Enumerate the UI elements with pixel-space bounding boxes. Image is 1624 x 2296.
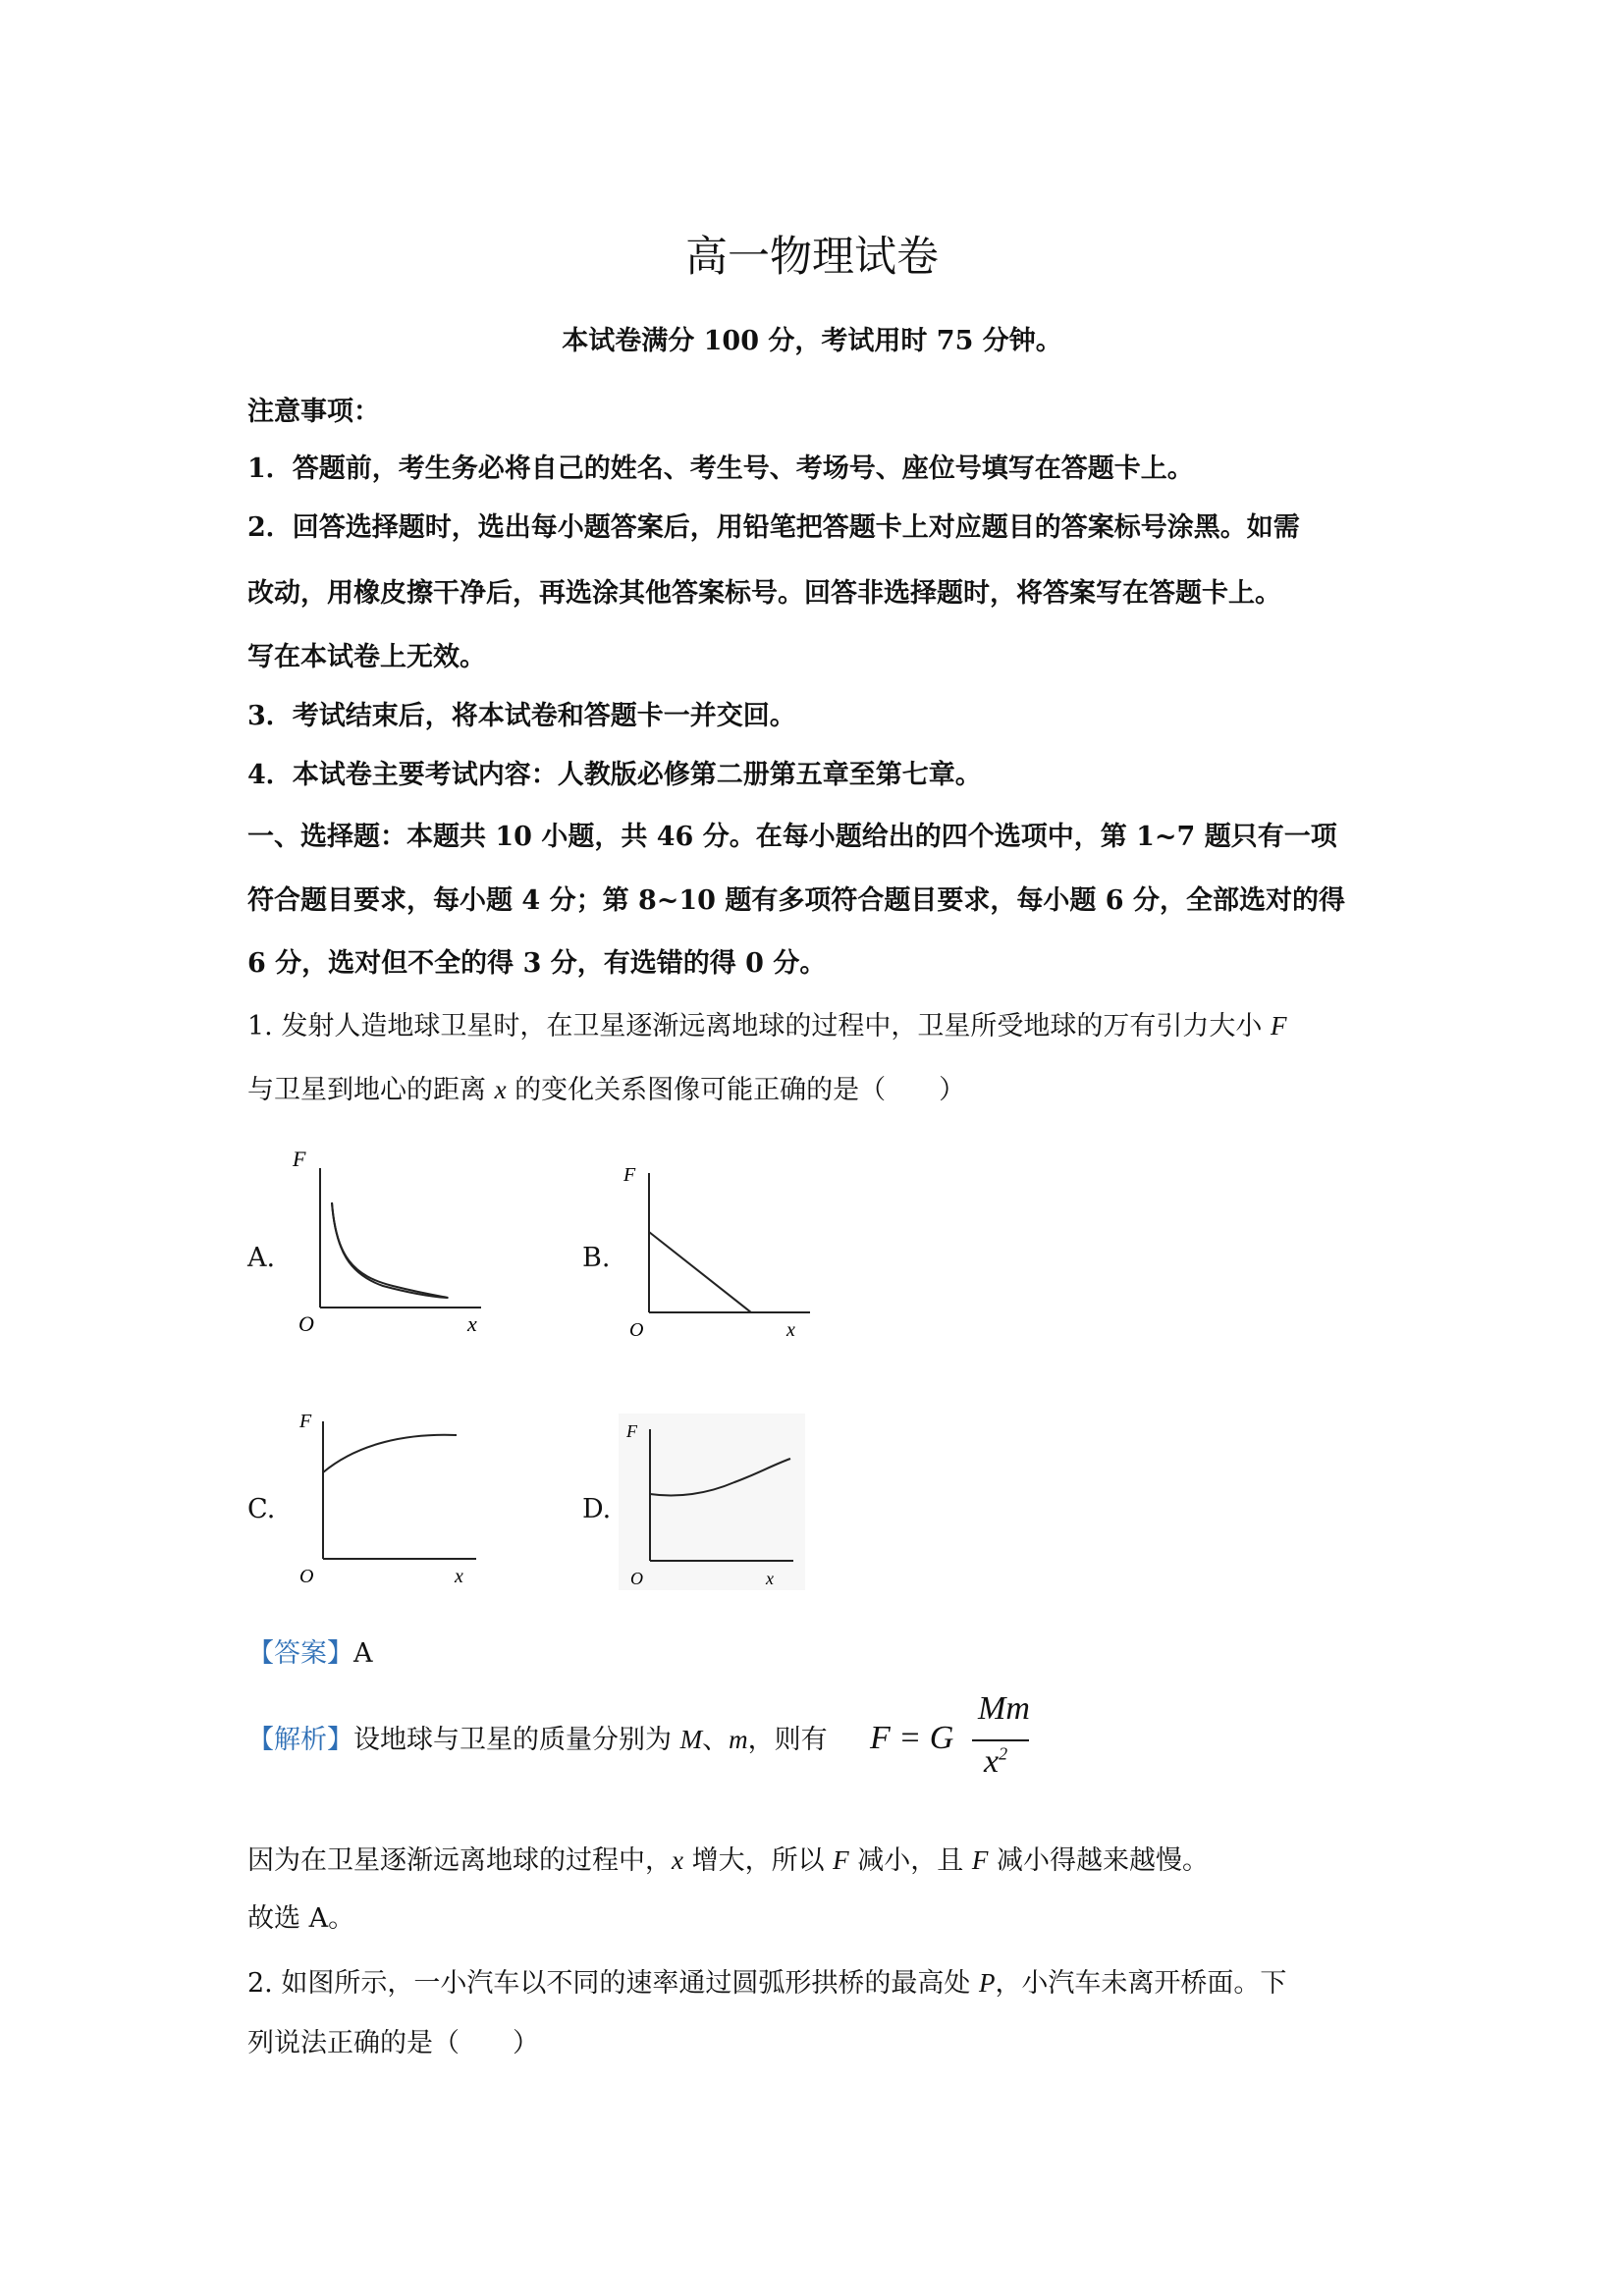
axis-label-y: F xyxy=(626,1421,637,1441)
gravitation-formula: F = G Mm $x^2$ xyxy=(870,1690,1030,1780)
answer-line xyxy=(247,1634,1386,1674)
option-a-graph xyxy=(285,1139,501,1335)
analysis-tag: 【解析】 xyxy=(247,1725,353,1755)
option-c-graph xyxy=(290,1404,506,1590)
option-d-label: D. xyxy=(582,1494,612,1524)
notice-item: 写在本试卷上无效。 xyxy=(247,642,486,672)
analysis-conclusion: 故选 A。 xyxy=(247,1903,355,1934)
answer-value: A xyxy=(353,1638,373,1669)
notice-heading: 注意事项： xyxy=(247,397,380,427)
analysis-line: 【解析】设地球与卫星的质量分别为 M、m，则有 xyxy=(247,1725,828,1755)
option-b-label: B. xyxy=(582,1243,611,1273)
option-d-graph xyxy=(619,1414,805,1590)
axis-label-y: F xyxy=(293,1147,306,1171)
option-a-label: A. xyxy=(247,1243,276,1273)
axis-label-y: F xyxy=(299,1411,312,1432)
page-title: 高一物理试卷 xyxy=(685,233,939,282)
notice-item: 2．回答选择题时，选出每小题答案后，用铅笔把答题卡上对应题目的答案标号涂黑。如需 xyxy=(247,512,1300,543)
section-instructions: 符合题目要求，每小题 4 分；第 8~10 题有多项符合题目要求，每小题 6 分，全部选对的得 xyxy=(247,885,1345,916)
axis-label-x: x xyxy=(786,1319,795,1340)
notice-item: 1．答题前，考生务必将自己的姓名、考生号、考场号、座位号填写在答题卡上。 xyxy=(247,454,1194,484)
notice-item: 改动，用橡皮擦干净后，再选涂其他答案标号。回答非选择题时，将答案写在答题卡上。 xyxy=(247,578,1281,609)
axis-label-x: x xyxy=(455,1566,463,1587)
exam-subtitle: 本试卷满分 100 分，考试用时 75 分钟。 xyxy=(562,326,1062,356)
origin-label: O xyxy=(298,1311,314,1335)
origin-label: O xyxy=(630,1569,643,1588)
option-c-label: C. xyxy=(247,1494,276,1524)
analysis-explanation: 因为在卫星逐渐远离地球的过程中，x 增大，所以 F 减小，且 F 减小得越来越慢。 xyxy=(247,1845,1209,1876)
question-2-stem: 2. 如图所示，一小汽车以不同的速率通过圆弧形拱桥的最高处 P，小汽车未离开桥面。下 xyxy=(247,1968,1287,1999)
origin-label: O xyxy=(629,1319,644,1340)
answer-tag: 【答案】 xyxy=(247,1638,353,1669)
notice-item: 3．考试结束后，将本试卷和答题卡一并交回。 xyxy=(247,701,796,731)
axis-label-x: x xyxy=(467,1311,477,1335)
question-2-stem: 列说法正确的是（ ） xyxy=(247,2028,539,2058)
notice-item: 4．本试卷主要考试内容：人教版必修第二册第五章至第七章。 xyxy=(247,760,982,790)
axis-label-x: x xyxy=(766,1569,774,1588)
question-1-stem: 1. 发射人造地球卫星时，在卫星逐渐远离地球的过程中，卫星所受地球的万有引力大小 F xyxy=(247,1011,1287,1041)
axis-label-y: F xyxy=(623,1164,636,1186)
question-1-stem: 与卫星到地心的距离 x 的变化关系图像可能正确的是（ ） xyxy=(247,1075,966,1105)
option-b-graph xyxy=(614,1153,830,1340)
section-instructions: 6 分，选对但不全的得 3 分，有选错的得 0 分。 xyxy=(247,948,827,979)
origin-label: O xyxy=(299,1566,314,1587)
section-heading: 一、选择题：本题共 10 小题，共 46 分。在每小题给出的四个选项中，第 1~7 题只有一项 xyxy=(247,822,1337,852)
